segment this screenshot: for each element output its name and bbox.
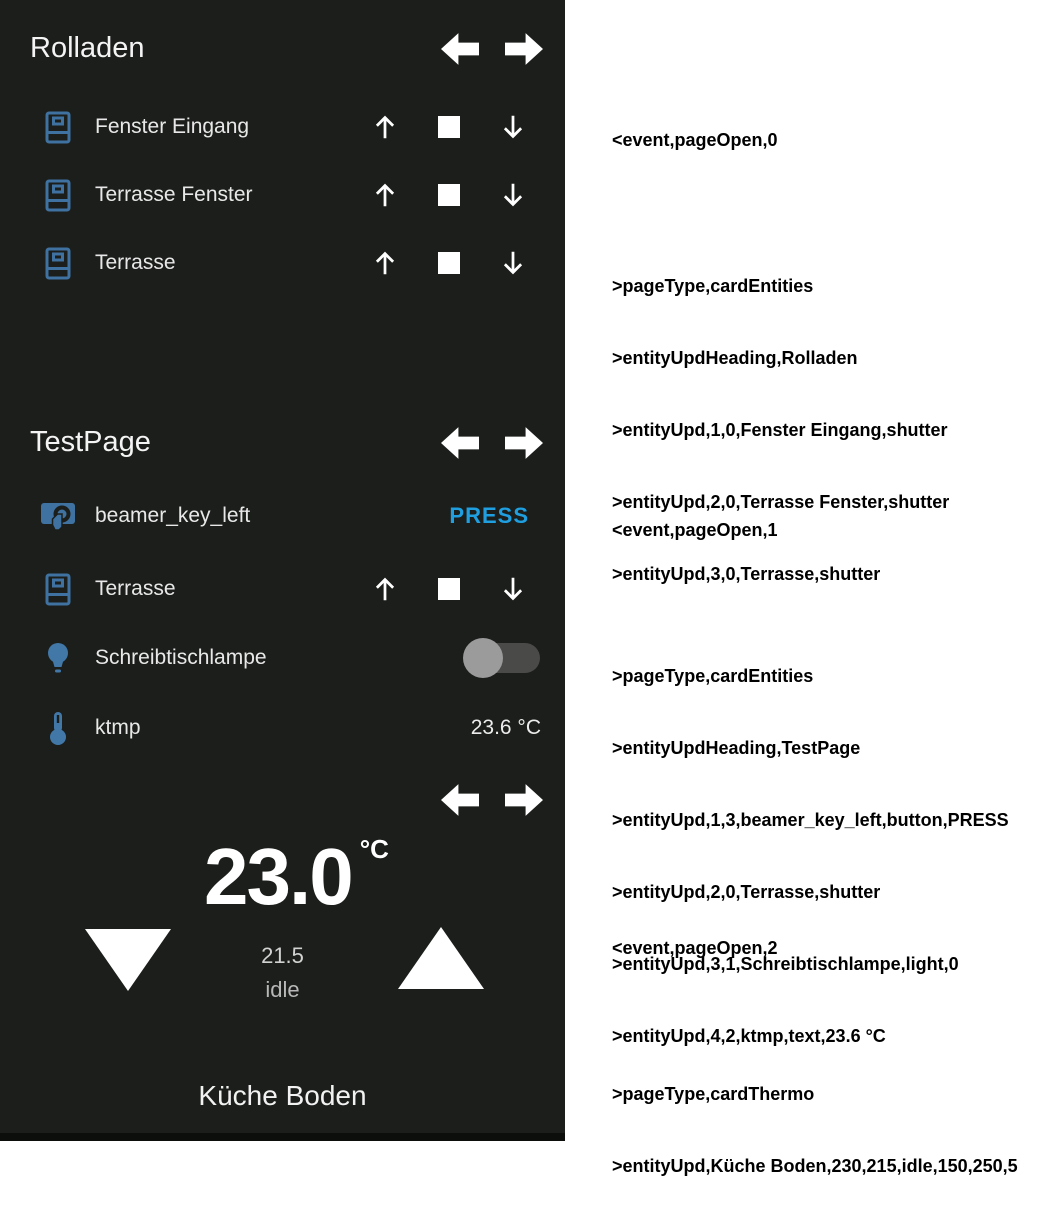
shutter-icon [36, 173, 80, 217]
nav-prev-button[interactable] [441, 427, 479, 459]
entity-name: Schreibtischlampe [95, 646, 267, 669]
log-gap [612, 1008, 1018, 1034]
target-temperature: 21.5 [261, 943, 304, 968]
entity-row-terrasse [0, 239, 565, 287]
shutter-up-button[interactable] [353, 171, 417, 219]
log-line: >entityUpd,3,1,Schreibtischlampe,light,0 [612, 954, 959, 974]
entity-row-terrasse-2 [0, 565, 565, 613]
shutter-up-button[interactable] [353, 103, 417, 151]
log-line: >pageType,cardEntities [612, 666, 814, 686]
down-arrow-icon [498, 112, 528, 142]
log-line: >entityUpd,2,0,Terrasse Fenster,shutter [612, 492, 950, 512]
arrow-right-icon [505, 427, 543, 459]
nav-prev-button[interactable] [441, 784, 479, 816]
panel-bottom-strip [0, 1133, 565, 1141]
stop-square-icon [438, 116, 460, 138]
tap-button-icon [36, 494, 80, 538]
stop-square-icon [438, 252, 460, 274]
nav-prev-button[interactable] [441, 33, 479, 65]
log-block-page2 [612, 888, 1018, 1226]
shutter-stop-button[interactable] [417, 565, 481, 613]
arrow-left-icon [441, 427, 479, 459]
shutter-down-button[interactable] [481, 171, 545, 219]
arrow-left-icon [441, 33, 479, 65]
log-line: >pageType,cardThermo [612, 1084, 815, 1104]
log-line: >entityUpd,2,0,Terrasse,shutter [612, 882, 881, 902]
log-line: >entityUpd,3,0,Terrasse,shutter [612, 564, 881, 584]
log-line: >entityUpd,Küche Boden,230,215,idle,150,250,5 [612, 1156, 1018, 1176]
thermometer-icon [36, 706, 80, 750]
current-temperature [14, 832, 579, 921]
entity-row-ktmp [0, 704, 565, 752]
entity-name: Terrasse [95, 577, 176, 600]
entity-row-beamer-key-left [0, 492, 565, 540]
shutter-down-button[interactable] [481, 239, 545, 287]
arrow-right-icon [505, 33, 543, 65]
temperature-unit: °C [359, 833, 389, 864]
log-line: >entityUpd,1,3,beamer_key_left,button,PRESS [612, 810, 1009, 830]
down-arrow-icon [498, 180, 528, 210]
shutter-controls [353, 103, 545, 151]
entity-name: Terrasse Fenster [95, 183, 253, 206]
shutter-up-button[interactable] [353, 565, 417, 613]
card3-nav-arrows [441, 784, 543, 816]
shutter-down-button[interactable] [481, 565, 545, 613]
shutter-icon [36, 241, 80, 285]
log-event-line: <event,pageOpen,0 [612, 130, 778, 150]
shutter-controls [353, 565, 545, 613]
temperature-value: 23.6 °C [470, 716, 541, 739]
shutter-controls [353, 171, 545, 219]
card1-heading: Rolladen [30, 32, 145, 64]
card2-nav-arrows [441, 427, 543, 459]
lightbulb-icon [36, 636, 80, 680]
shutter-icon [36, 567, 80, 611]
log-event-line: <event,pageOpen,1 [612, 520, 778, 540]
up-arrow-icon [370, 248, 400, 278]
shutter-up-button[interactable] [353, 239, 417, 287]
shutter-controls [353, 239, 545, 287]
log-line: >entityUpd,4,2,ktmp,text,23.6 °C [612, 1026, 886, 1046]
shutter-stop-button[interactable] [417, 171, 481, 219]
log-gap [612, 200, 949, 226]
down-arrow-icon [498, 248, 528, 278]
log-line: >entityUpdHeading,TestPage [612, 738, 861, 758]
entity-name: Terrasse [95, 251, 176, 274]
entity-row-fenster-eingang [0, 103, 565, 151]
log-line: >pageType,cardEntities [612, 276, 814, 296]
entity-row-terrasse-fenster [0, 171, 565, 219]
shutter-icon [36, 105, 80, 149]
up-arrow-icon [370, 112, 400, 142]
nav-next-button[interactable] [505, 784, 543, 816]
current-temperature-value: 23.0 [204, 832, 352, 921]
toggle-knob [463, 638, 503, 678]
entity-row-schreibtischlampe [0, 634, 565, 682]
card1-nav-arrows [441, 33, 543, 65]
stop-square-icon [438, 578, 460, 600]
shutter-down-button[interactable] [481, 103, 545, 151]
toggle-switch[interactable] [466, 643, 540, 673]
down-arrow-icon [498, 574, 528, 604]
arrow-left-icon [441, 784, 479, 816]
log-gap [612, 590, 1009, 616]
arrow-right-icon [505, 784, 543, 816]
thermostat-title: Küche Boden [198, 1080, 367, 1111]
thermostat-state: idle [265, 977, 300, 1002]
entity-name: beamer_key_left [95, 504, 251, 527]
shutter-stop-button[interactable] [417, 103, 481, 151]
entity-name: ktmp [95, 716, 141, 739]
up-arrow-icon [370, 180, 400, 210]
log-line: >entityUpd,1,0,Fenster Eingang,shutter [612, 420, 948, 440]
card2-heading: TestPage [30, 426, 151, 458]
nav-next-button[interactable] [505, 33, 543, 65]
nav-next-button[interactable] [505, 427, 543, 459]
entity-name: Fenster Eingang [95, 115, 250, 138]
up-arrow-icon [370, 574, 400, 604]
log-line: >entityUpdHeading,Rolladen [612, 348, 858, 368]
shutter-stop-button[interactable] [417, 239, 481, 287]
press-button[interactable]: PRESS [449, 503, 529, 528]
stop-square-icon [438, 184, 460, 206]
log-event-line: <event,pageOpen,2 [612, 938, 778, 958]
